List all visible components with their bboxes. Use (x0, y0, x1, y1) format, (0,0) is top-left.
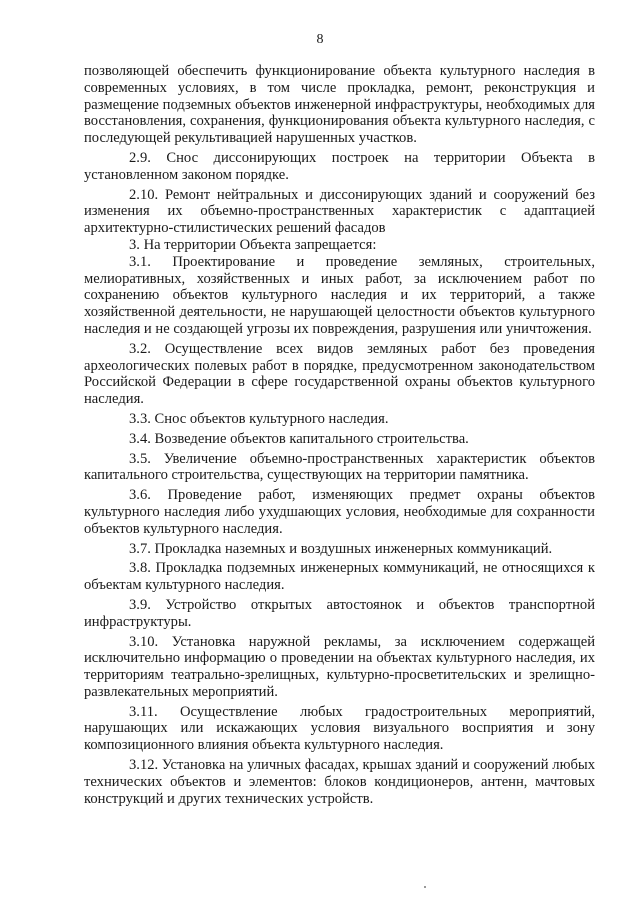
paragraph-3-10: 3.10. Установка наружной рекламы, за исключением содержащей исключительно информацию о проведении на объектах культурного наследия, их территориям театрально-зрелищных, культурно-просветительских и зрелищно-развлекательных мероприятий. (84, 633, 595, 700)
paragraph-3-4: 3.4. Возведение объектов капитального строительства. (129, 430, 469, 447)
paragraph-3-9: 3.9. Устройство открытых автостоянок и объектов транспортной инфраструктуры. (84, 596, 595, 630)
paragraph-3-6: 3.6. Проведение работ, изменяющих предмет охраны объектов культурного наследия либо ухудшающих условия, необходимые для сохранности объектов культурного наследия. (84, 487, 595, 537)
paragraph-2-9: 2.9. Снос диссонирующих построек на территории Объекта в установленном законом порядке. (84, 149, 595, 183)
paragraph-3-8: 3.8. Прокладка подземных инженерных коммуникаций, не относящихся к объектам культурного наследия. (84, 560, 595, 594)
paragraph-3-7: 3.7. Прокладка наземных и воздушных инженерных коммуникаций. (129, 540, 553, 557)
paragraph-3-2: 3.2. Осуществление всех видов земляных работ без проведения археологических полевых работ в порядке, предусмотренном законодательством Российской Федерации в сфере государственной охраны объектов культурного наследия. (84, 340, 595, 408)
scan-speck (424, 886, 426, 888)
paragraph-3-11: 3.11. Осуществление любых градостроительных мероприятий, нарушающих или искажающих условия визуального восприятия и зону композиционного влияния объекта культурного наследия. (84, 703, 595, 754)
paragraph-3-5: 3.5. Увеличение объемно-пространственных характеристик объектов капитального строительства, существующих на территории памятника. (84, 450, 595, 484)
paragraph-3-1: 3.1. Проектирование и проведение земляных, строительных, мелиоративных, хозяйственных и иных работ, за исключением работ по сохранению объектов культурного наследия и их территорий, а также хозяйственной деятельности, не нарушающей целостности объектов культурного наследия и не создающей угрозы их повреждения, разрушения или уничтожения. (84, 253, 595, 337)
document-body (84, 63, 595, 807)
page-number: 8 (316, 32, 324, 47)
paragraph-2-10: 2.10. Ремонт нейтральных и диссонирующих зданий и сооружений без изменения их объемно-пространственных характеристик с адаптацией архитектурно-стилистических решений фасадов (84, 186, 595, 237)
section-3-heading: 3. На территории Объекта запрещается: (129, 236, 377, 253)
paragraph-3-3: 3.3. Снос объектов культурного наследия. (129, 410, 389, 427)
paragraph-continuation: позволяющей обеспечить функционирование объекта культурного наследия в современных условиях, в том числе прокладка, ремонт, реконструкция и размещение подземных объектов инженерной инфраструктуры, необходимых для восстановления, сохранения, функционирования объекта культурного наследия, с последующей рекультивацией нарушенных участков. (84, 63, 595, 147)
paragraph-3-12: 3.12. Установка на уличных фасадах, крышах зданий и сооружений любых технических объектов и элементов: блоков кондиционеров, антенн, мачтовых конструкций и других технических устройств. (84, 757, 595, 807)
